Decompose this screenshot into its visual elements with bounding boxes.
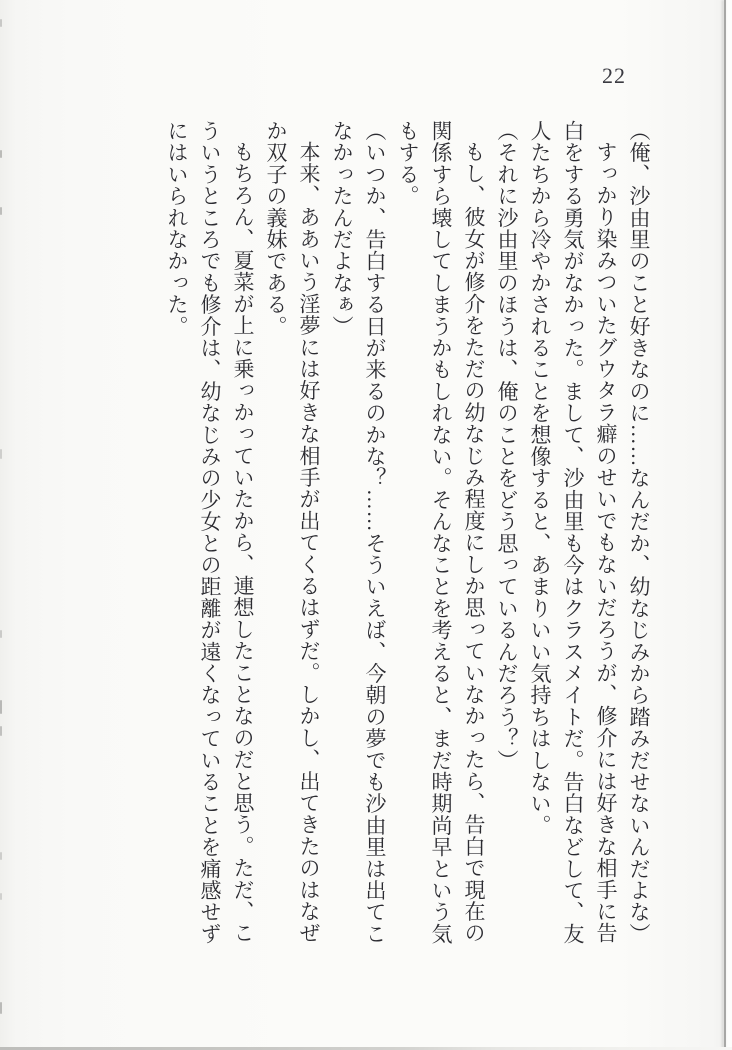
text-line: か双子の義妹である。: [264, 120, 288, 337]
text-line: （俺、沙由里のこと好きなのに……なんだか、幼なじみから踏みだせないんだよな）: [627, 120, 651, 945]
text-line: 本来、ああいう淫夢には好きな相手が出てくるはずだ。しかし、出てきたのはなぜ: [297, 141, 321, 944]
text-line: ういうところでも修介は、幼なじみの少女との距離が遠くなっていることを痛感せず: [198, 120, 222, 945]
text-line: にはいられなかった。: [165, 120, 189, 337]
text-line: 白をする勇気がなかった。まして、沙由里も今はクラスメイトだ。告白などして、友: [561, 120, 585, 945]
scan-artifact: [0, 19, 2, 27]
page-edge-line: [724, 0, 726, 1050]
text-line: すっかり染みついたグウタラ癖のせいでもないだろうが、修介には好きな相手に告: [594, 141, 618, 944]
text-line: （それに沙由里のほうは、俺のことをどう思っているんだろう？）: [495, 120, 519, 771]
page-number: 22: [602, 63, 626, 88]
scan-artifact: [0, 207, 2, 215]
body-text: [160, 120, 655, 948]
scan-artifact: [0, 700, 2, 714]
text-line: なかったんだよなぁ）: [330, 120, 354, 337]
text-line: もちろん、夏菜が上に乗っかっていたから、連想したことなのだと思う。ただ、こ: [231, 141, 255, 944]
scan-artifact: [0, 726, 2, 736]
scan-artifact: [0, 73, 2, 80]
scan-artifact: [0, 1002, 2, 1014]
scan-artifact: [0, 852, 2, 860]
scan-artifact: [0, 630, 2, 638]
text-line: （いつか、告白する日が来るのかな？……そういえば、今朝の夢でも沙由里は出てこ: [363, 120, 387, 945]
text-line: もし、彼女が修介をただの幼なじみ程度にしか思っていなかったら、告白で現在の: [462, 141, 486, 944]
scan-artifact: [0, 449, 2, 459]
text-line: もする。: [396, 120, 420, 207]
text-line: 人たちから冷やかされることを想像すると、あまりいい気持ちはしない。: [528, 120, 552, 837]
scan-artifact: [0, 150, 2, 158]
scan-artifact: [0, 893, 2, 900]
text-line: 関係すら壊してしまうかもしれない。そんなことを考えると、まだ時期尚早という気: [429, 120, 453, 945]
